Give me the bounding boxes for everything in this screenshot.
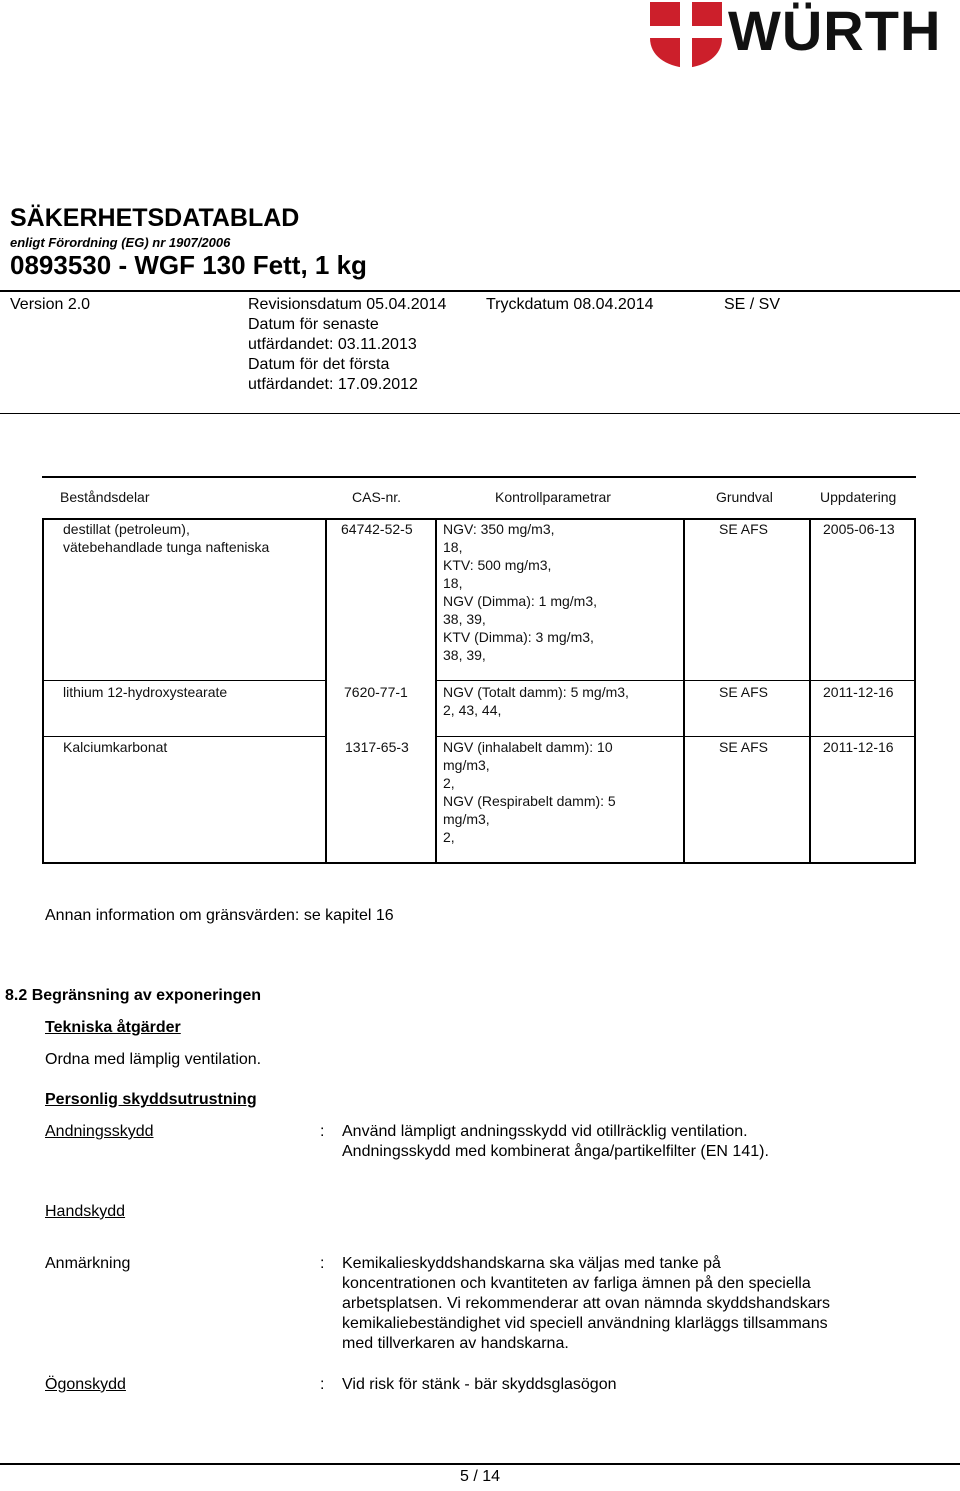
row-divider xyxy=(435,680,914,681)
updated-cell: 2011-12-16 xyxy=(823,739,894,755)
column-header-parameters: Kontrollparametrar xyxy=(495,489,611,505)
technical-measures-heading: Tekniska åtgärder xyxy=(45,1019,181,1036)
revision-line: utfärdandet: 03.11.2013 xyxy=(248,336,417,353)
basis-cell: SE AFS xyxy=(719,739,769,755)
cas-cell: 7620-77-1 xyxy=(344,684,408,700)
eye-protection-text: Vid risk för stänk - bär skyddsglasögon xyxy=(342,1376,617,1393)
parameter-line: mg/m3, xyxy=(443,811,490,827)
document-title: SÄKERHETSDATABLAD xyxy=(10,204,300,232)
parameter-line: 18, xyxy=(443,539,463,555)
basis-cell: SE AFS xyxy=(719,521,769,537)
revision-line: Datum för det första xyxy=(248,356,390,373)
wurth-emblem-icon xyxy=(648,2,724,68)
column-header-cas: CAS-nr. xyxy=(352,489,402,505)
column-header-updated: Uppdatering xyxy=(820,489,897,505)
table-border xyxy=(435,518,437,864)
parameter-line: 2, xyxy=(443,829,455,845)
table-border xyxy=(683,518,685,864)
page-number: 5 / 14 xyxy=(459,1468,501,1485)
ppe-heading: Personlig skyddsutrustning xyxy=(45,1091,257,1108)
component-line: lithium 12-hydroxystearate xyxy=(63,684,228,700)
column-header-basis: Grundval xyxy=(716,489,773,505)
table-border xyxy=(325,518,327,864)
text-line: Andningsskydd med kombinerat ånga/partikelfilter (EN 141). xyxy=(342,1143,769,1160)
footer-divider xyxy=(0,1463,960,1465)
header-bottom-divider xyxy=(0,413,960,414)
component-cell xyxy=(63,683,227,701)
parameter-line: KTV (Dimma): 3 mg/m3, xyxy=(443,629,594,645)
revision-line: Datum för senaste xyxy=(248,316,379,333)
parameters-cell xyxy=(443,520,597,664)
text-line: Kemikalieskyddshandskarna ska väljas med tanke på xyxy=(342,1255,721,1272)
revision-line: Revisionsdatum 05.04.2014 xyxy=(248,296,447,313)
brand-name: WÜRTH xyxy=(728,0,942,62)
component-line: vätebehandlade tunga nafteniska xyxy=(63,539,270,555)
parameter-line: 38, 39, xyxy=(443,647,486,663)
updated-cell: 2011-12-16 xyxy=(823,684,894,700)
parameter-line: NGV: 350 mg/m3, xyxy=(443,521,555,537)
header-divider xyxy=(0,290,960,292)
cas-cell: 1317-65-3 xyxy=(345,739,409,755)
updated-cell: 2005-06-13 xyxy=(823,521,895,537)
language-code: SE / SV xyxy=(724,296,781,313)
table-bottom-border xyxy=(42,862,916,864)
component-cell xyxy=(63,738,167,756)
parameter-line: 2, xyxy=(443,775,455,791)
column-header-components: Beståndsdelar xyxy=(60,489,150,505)
text-line: kemikaliebeständighet vid speciell användning klarläggs tillsammans xyxy=(342,1315,828,1332)
respiratory-text xyxy=(342,1122,769,1162)
component-cell xyxy=(63,520,269,556)
remark-label: Anmärkning xyxy=(45,1255,131,1272)
cas-cell: 64742-52-5 xyxy=(341,521,413,537)
remark-text xyxy=(342,1254,830,1354)
parameter-line: 2, 43, 44, xyxy=(443,702,502,718)
row-divider xyxy=(42,736,325,737)
parameters-cell xyxy=(443,738,616,846)
parameter-line: 38, 39, xyxy=(443,611,486,627)
row-divider xyxy=(435,736,914,737)
wurth-logo xyxy=(648,2,958,68)
technical-measures-text: Ordna med lämplig ventilation. xyxy=(45,1051,262,1068)
print-date: Tryckdatum 08.04.2014 xyxy=(486,296,654,313)
text-line: arbetsplatsen. Vi rekommenderar att ovan nämnda skyddshandskars xyxy=(342,1295,830,1312)
table-border xyxy=(809,518,811,864)
revision-info xyxy=(248,295,446,395)
parameter-line: 18, xyxy=(443,575,463,591)
revision-line: utfärdandet: 17.09.2012 xyxy=(248,376,418,393)
basis-cell: SE AFS xyxy=(719,684,769,700)
component-line: destillat (petroleum), xyxy=(63,521,190,537)
respiratory-label: Andningsskydd xyxy=(45,1123,154,1140)
parameter-line: NGV (Respirabelt damm): 5 xyxy=(443,793,616,809)
colon: : xyxy=(320,1255,325,1272)
table-border xyxy=(914,518,916,864)
colon: : xyxy=(320,1376,325,1393)
hand-protection-label: Handskydd xyxy=(45,1203,126,1220)
colon: : xyxy=(320,1123,325,1140)
product-title: 0893530 - WGF 130 Fett, 1 kg xyxy=(10,250,367,280)
parameter-line: mg/m3, xyxy=(443,757,490,773)
parameter-line: KTV: 500 mg/m3, xyxy=(443,557,552,573)
parameters-cell xyxy=(443,683,629,719)
component-line: Kalciumkarbonat xyxy=(63,739,168,755)
parameter-line: NGV (inhalabelt damm): 10 xyxy=(443,739,613,755)
text-line: med tillverkaren av handskarna. xyxy=(342,1335,569,1352)
other-info-text: Annan information om gränsvärden: se kapitel 16 xyxy=(45,907,394,924)
parameter-line: NGV (Dimma): 1 mg/m3, xyxy=(443,593,598,609)
parameter-line: NGV (Totalt damm): 5 mg/m3, xyxy=(443,684,629,700)
section-heading: 8.2 Begränsning av exponeringen xyxy=(5,987,262,1004)
version-label: Version 2.0 xyxy=(10,296,91,313)
table-top-border xyxy=(42,476,916,478)
text-line: koncentrationen och kvantiteten av farliga ämnen på den speciella xyxy=(342,1275,811,1292)
row-divider xyxy=(42,680,325,681)
table-border xyxy=(42,518,44,864)
regulation-subtitle: enligt Förordning (EG) nr 1907/2006 xyxy=(10,235,231,250)
eye-protection-label: Ögonskydd xyxy=(45,1376,126,1393)
text-line: Använd lämpligt andningsskydd vid otillräcklig ventilation. xyxy=(342,1123,748,1140)
